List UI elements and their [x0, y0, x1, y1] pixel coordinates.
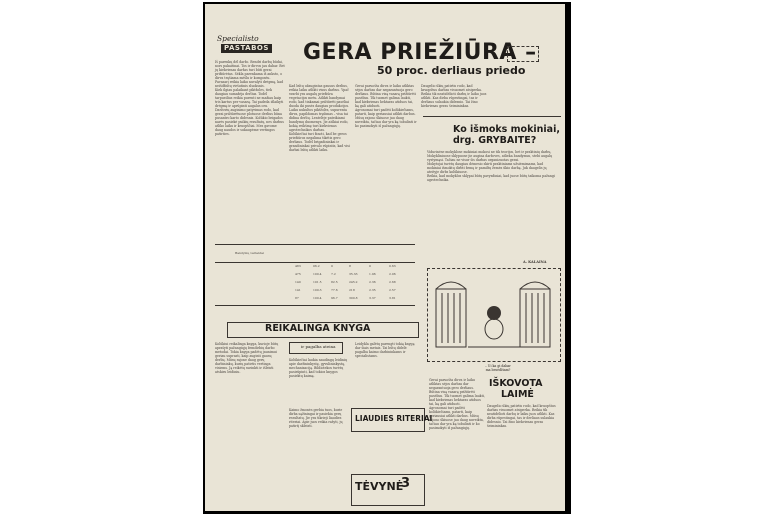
book-column-2: Kolūkiečiai laukia naudingų leidinių apie daržininkystę, gyvulininkystę, mechanizaciją. Bibliotekos turėtų pasirūpinti, kad tokios knygos pasiektų kaimą.	[289, 358, 349, 378]
table-cell: 100.3	[313, 288, 322, 292]
small-article-body: Daugelio ūkių patirtis rodo, kad kruopštus darbas visuomet atsiperka. Reikia tik neatidėlioti darbų ir laiku juos atlikti. Kas dirba rūpestingai, tas ir derliaus sulaukia didesnio. Tai žino kiekvienas geras šeimininkas.	[487, 404, 557, 428]
table-cell: 483	[295, 264, 301, 268]
masthead-title: TĖVYNĖ	[355, 480, 404, 493]
table-cell: 96.7	[331, 296, 338, 300]
table-cell: 0.63	[389, 264, 396, 268]
table-cell: 100.4	[313, 296, 322, 300]
table-cell: 7.2	[331, 272, 336, 276]
table-cell: 0	[331, 264, 333, 268]
newspaper-page	[205, 4, 565, 511]
article-column-1: Iš parenkų dėl daržo. Bendri darbų būdai, nors pakaitinai. Tos ir dirvos jau dabar. Bet jų kiekvienas daržas turi būti gerai prižiūrėtas. Sėkla parenkama iš anksto, o dirva tręšiama mėšlu ir kompostu. Pavasarį reikia laiku nuvalyti drėgmę, kad neišdžiūtų viršutinis sluoksnis. Kiek ilgiau palaikant piktžoles, tiek daugiau sumažėja derlius. Todėl tarpueilius reikia purenti ne mažiau kaip tris kartus per vasarą. Tai padeda išlaikyti drėgmę ir aprūpinti augalus oru. Daržovių auginimo patyrimas rodo, kad gerai prižiūrėtuose plotuose derlius būna pusantro karto didesnis. Kolūkio brigados narės pasiekė puikių rezultatų, nes darbus atliko laiku ir kruopščiai. Mes gavome daug naudos ir sukaupėme vertingos patirties.	[215, 60, 285, 136]
yield-table	[215, 244, 415, 306]
right-article-signature: A. KALAINA	[523, 260, 547, 264]
table-cell: 2.68	[389, 280, 396, 284]
table-cell: 87	[295, 296, 299, 300]
table-cell: 3.37	[369, 296, 376, 300]
table-cell: 3.81	[389, 296, 396, 300]
table-cell: 218	[349, 288, 355, 292]
bottom-column: Kaimo žmonės gerbia tuos, kurie dirba sąžiningai ir pasiekia gerų rezultatų. Jie yra tikrieji liaudies riteriai. Apie juos reikia rašyti, jų patirtį skleisti.	[289, 408, 344, 428]
table-cell: 06.2	[313, 264, 320, 268]
column-label-badge: PASTABOS	[221, 44, 272, 53]
table-cell: 245.2	[349, 280, 358, 284]
masthead-number: 3	[401, 476, 411, 491]
right-article-body: Vidurinėse mokyklose mokiniai mokosi ne tik teorijos, bet ir praktinių darbų. Mokykliniuose sklypuose jie augina daržoves, atlieka bandymus, stebi augalų vystymąsi. Tačiau ne visur šis darbas organizuotas gerai. Mokytojai turėtų daugiau dėmesio skirti praktiniams užsiėmimams, kad mokiniai išmoktų dirbti žemę ir pamiltų žemės ūkio darbą. Juk daugelis jų ateityje dirbs kolūkiuose. Reikia, kad mokyklos sklypai būtų pavyzdiniai, kad juose būtų taikoma pažangi agrotechnika.	[427, 150, 555, 182]
headline-title: GERA PRIEŽIŪRA –	[303, 40, 537, 65]
book-subheading: ir pagalba ateina	[301, 344, 336, 349]
table-cell: 82.5	[331, 280, 338, 284]
table-cell: 475	[295, 272, 301, 276]
article-column-3: Gerai paruošta dirva ir laiku atliktas sėjos darbas dar negarantuoja gero derliaus. Būtina visą vasarą prižiūrėti pasėlius. Tik tuomet galima laukti, kad kiekvienas hektaras atiduos tai, ką gali atiduoti. Agronomai turi padėti kolūkiečiams, patarti, kaip geriausiai atlikti darbus. Mūsų rajono ūkiuose jau daug nuveikta, tačiau dar yra ką tobulinti ir ko pasimokyti iš pažangiųjų.	[355, 84, 417, 128]
cartoon-frame	[427, 268, 561, 362]
table-cell: 101.5	[313, 280, 322, 284]
headline-subtitle: 50 proc. derliaus priedo	[377, 64, 526, 77]
notice-title: LIAUDIES RITERIAI	[355, 414, 433, 423]
table-cell: 141	[295, 288, 301, 292]
right-article-title-line1: Ko išmoks mokiniai,	[453, 124, 560, 135]
small-article-title-line2: LAIMĖ	[501, 389, 534, 400]
table-cell: 35.33	[349, 272, 358, 276]
table-cell: 8	[349, 264, 351, 268]
table-cell: 2.06	[389, 272, 396, 276]
article-column-2: Kad būtų užaugintas gausus derlius, reikia laiku atlikti visus darbus. Ypač svarbi yra augalų priežiūra vegetacijos metu. Atlikti bandymai rodo, kad tinkamai prižiūrėti pasėliai duoda iki pusės daugiau produkcijos. Laiku nukultos piktžolės, supurenta dirva, papildomas tręšimas – visa tai didina derlių. Lentelėje pateikiami bandymų duomenys. Jie aiškiai rodo, kokią reikšmę turi kiekvienas agrotechnikos darbas. Kolūkiečiai turi žinoti, kad be geros priežiūros negalima tikėtis gero derliaus. Todėl brigadininkai ir grandininkai privalo rūpintis, kad visi darbai būtų atlikti laiku.	[289, 84, 350, 152]
small-article-title-line1: IŠKOVOTA	[489, 378, 543, 389]
article-column-4: Daugelio ūkių patirtis rodo, kad kruopštus darbas visuomet atsiperka. Reikia tik neatidėlioti darbų ir laiku juos atlikti. Kas dirba rūpestingai, tas ir derliaus sulaukia didesnio. Tai žino kiekvienas geras šeimininkas.	[421, 84, 488, 108]
headline-ornament	[507, 46, 539, 62]
table-cell: 2.57	[389, 288, 396, 292]
table-cell: 0	[369, 264, 371, 268]
table-cell: 2.35	[369, 288, 376, 292]
table-cell: 77.6	[331, 288, 338, 292]
table-cell: 140	[295, 280, 301, 284]
book-section-title: REIKALINGA KNYGA	[265, 323, 371, 334]
table-row-header: Bandymų variantai	[235, 251, 264, 255]
cartoon-caption: – Ui ka gi dabar ma besėdžiam?	[485, 364, 511, 372]
table-cell: 2.36	[369, 280, 376, 284]
table-cell: 1.96	[369, 272, 376, 276]
book-column-3: Leidykla galėtų parengti tokią knygą dar šiais metais. Tai būtų didelė pagalba kaimo darbininkams ir specialistams.	[355, 342, 416, 358]
column-label-script: Specialisto	[217, 34, 259, 43]
right-lower-column: Gerai paruošta dirva ir laiku atliktas sėjos darbas dar negarantuoja gero derliaus. Būtina visą vasarą prižiūrėti pasėlius. Tik tuomet galima laukti, kad kiekvienas hektaras atiduos tai, ką gali atiduoti. Agronomai turi padėti kolūkiečiams, patarti, kaip geriausiai atlikti darbus. Mūsų rajono ūkiuose jau daug nuveikta, tačiau dar yra ką tobulinti ir ko pasimokyti iš pažangiųjų.	[429, 378, 485, 430]
book-column-1: Kolūkiui reikalinga knyga, kurioje būtų aprašyti pažangiųjų žemdirbių darbo metodai. Tokia knyga padėtų jaunimui geriau suprasti, kaip auginti gausų derlių. Mūsų rajone daug gerų darbininkų, kurių patirtis vertinga visiems. Ją reikėtų surinkti ir išleisti atskiru leidiniu.	[215, 342, 280, 374]
table-cell: 300.8	[349, 296, 358, 300]
cartoon-drawing	[428, 269, 560, 361]
right-article-title-line2: drg. GRYBAITE?	[453, 135, 537, 146]
table-cell: 100.4	[313, 272, 322, 276]
